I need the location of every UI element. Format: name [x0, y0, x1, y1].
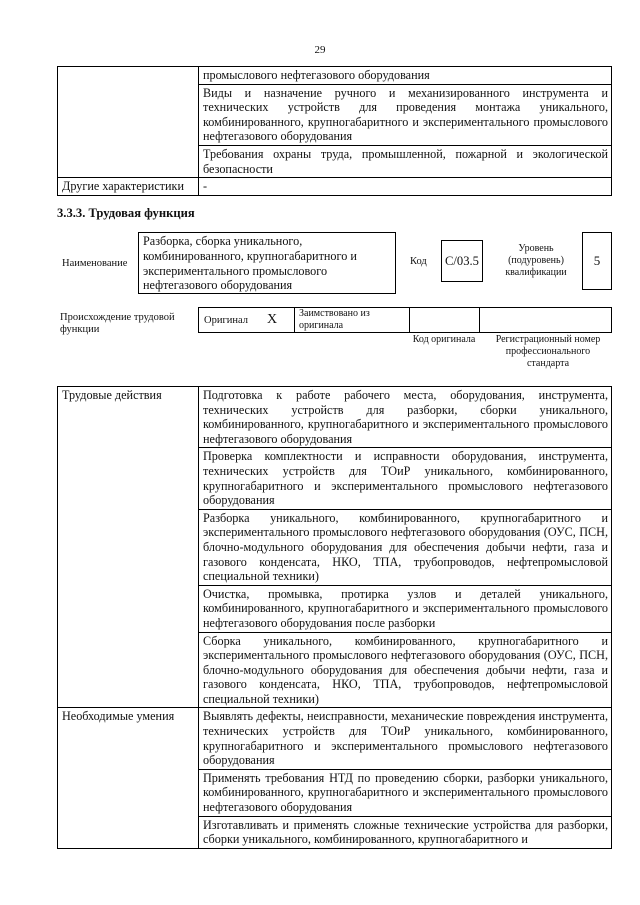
cell-text: Проверка комплектности и исправности оборудования, инструмента, технических устройств для ТОиР уникального, комбинированного, крупногабаритного и экспериментального промыслового нефтегазового оборудования	[199, 448, 612, 509]
table-row	[58, 387, 612, 448]
cell-text: промыслового нефтегазового оборудования	[199, 67, 612, 85]
cell-text: Требования охраны труда, промышленной, пожарной и экологической безопасности	[199, 145, 612, 177]
borrowed-label: Заимствовано из оригинала	[299, 308, 370, 331]
original-label: Оригинал	[204, 315, 248, 326]
continuation-table	[57, 66, 612, 196]
row-label	[58, 67, 199, 178]
table-row	[58, 67, 612, 85]
table-row	[58, 178, 612, 196]
row-label: Необходимые умения	[58, 708, 199, 848]
row-label: Трудовые действия	[58, 387, 199, 708]
page-number: 29	[314, 44, 326, 56]
cell-text: Сборка уникального, комбинированного, крупногабаритного и экспериментального промыслового нефтегазового оборудования (ОУС, ПСН, блочно-модульного оборудования для обеспечения добычи нефти, газа и газового конденсата, НКО, ТПА, трубопроводов, нефтепромысловой специальной техники)	[199, 632, 612, 708]
code-original-label: Код оригинала	[412, 334, 476, 345]
function-name-box: Разборка, сборка уникального, комбинированного, крупногабаритного и экспериментального промыслового нефтегазового оборудования	[138, 232, 396, 294]
cell-text: Разборка уникального, комбинированного, крупногабаритного и экспериментального промыслового нефтегазового оборудования (ОУС, ПСН, блочно-модульного оборудования для обеспечения добычи нефти, газа и газового конденсата, НКО, ТПА, трубопроводов, нефтепромысловой специальной техники)	[199, 509, 612, 585]
function-code-box: С/03.5	[441, 240, 483, 282]
cell-text: Очистка, промывка, протирка узлов и деталей уникального, комбинированного, крупногабаритного и экспериментального промыслового нефтегазового оборудования после разборки	[199, 585, 612, 632]
level-value-box: 5	[582, 232, 612, 290]
original-mark: Х	[267, 312, 278, 327]
name-label: Наименование	[62, 258, 128, 269]
cell-text: Выявлять дефекты, неисправности, механические повреждения инструмента, технических устройств для ТОиР уникального, комбинированного, крупногабаритного и экспериментального промыслового нефтегазового оборудования	[199, 708, 612, 769]
actions-skills-table	[57, 386, 612, 849]
cell-text: Применять требования НТД по проведению сборки, разборки уникального, комбинированного, крупногабаритного и экспериментального промыслового нефтегазового оборудования	[199, 769, 612, 816]
cell-text: Изготавливать и применять сложные технические устройства для разборки, сборки уникального, комбинированного, крупногабаритного и	[199, 816, 612, 848]
origin-strip	[198, 307, 612, 333]
cell-text: -	[199, 178, 612, 196]
table-row	[58, 708, 612, 769]
level-label: Уровень (подуровень) квалификации	[505, 243, 567, 278]
reg-number-label: Регистрационный номер профессионального стандарта	[495, 334, 601, 369]
origin-label: Происхождение трудовой функции	[60, 312, 175, 335]
row-label: Другие характеристики	[58, 178, 199, 196]
cell-text: Подготовка к работе рабочего места, оборудования, инструмента, технических устройств для разборки, сборки уникального, комбинированного, крупногабаритного и экспериментального промыслового нефтегазового оборудования	[199, 387, 612, 448]
code-label: Код	[410, 256, 427, 267]
cell-text: Виды и назначение ручного и механизированного инструмента и технических устройств для проведения монтажа уникального, комбинированного, крупногабаритного и экспериментального промыслового нефтегазового оборудования	[199, 84, 612, 145]
section-title: 3.3.3. Трудовая функция	[57, 206, 195, 220]
